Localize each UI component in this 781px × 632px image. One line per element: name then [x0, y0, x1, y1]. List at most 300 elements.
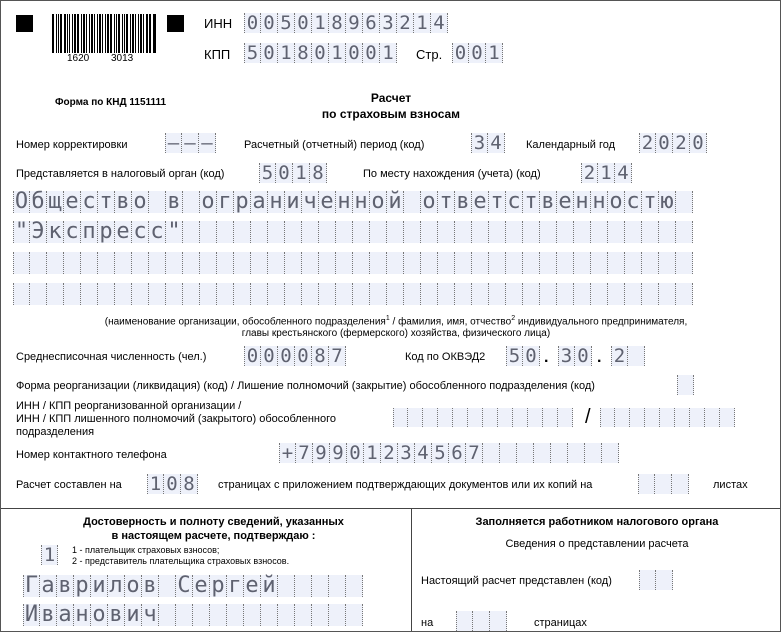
signer-name-row-2[interactable] [23, 604, 363, 626]
confirm-code-cell[interactable] [41, 545, 58, 565]
char-cell[interactable] [438, 283, 455, 305]
char-cell[interactable] [540, 283, 557, 305]
char-cell[interactable] [234, 283, 251, 305]
char-cell[interactable] [319, 252, 336, 274]
char-cell[interactable]: Э [30, 221, 47, 243]
char-cell[interactable] [455, 221, 472, 243]
char-cell[interactable]: 6 [449, 443, 466, 463]
char-cell[interactable] [568, 443, 585, 463]
char-cell[interactable]: 1 [312, 13, 329, 33]
char-cell[interactable] [81, 283, 98, 305]
okved-cells-3[interactable] [611, 346, 645, 366]
char-cell[interactable]: 0 [276, 163, 293, 183]
char-cell[interactable]: 0 [690, 133, 707, 153]
char-cell[interactable] [472, 252, 489, 274]
char-cell[interactable]: с [132, 221, 149, 243]
char-cell[interactable] [659, 283, 676, 305]
officer-pages-cells[interactable] [456, 611, 507, 631]
char-cell[interactable] [574, 221, 591, 243]
char-cell[interactable]: т [523, 191, 540, 213]
char-cell[interactable] [30, 283, 47, 305]
char-cell[interactable]: 3 [471, 133, 488, 153]
char-cell[interactable]: 8 [310, 163, 327, 183]
char-cell[interactable]: 0 [261, 43, 278, 63]
char-cell[interactable]: и [91, 575, 108, 597]
char-cell[interactable]: И [24, 602, 39, 627]
char-cell[interactable] [336, 221, 353, 243]
pages-cells[interactable] [147, 474, 198, 494]
char-cell[interactable]: 8 [312, 346, 329, 366]
char-cell[interactable]: н [591, 191, 608, 213]
char-cell[interactable] [672, 474, 689, 494]
char-cell[interactable]: н [336, 191, 353, 213]
char-cell[interactable] [720, 408, 735, 427]
char-cell[interactable] [455, 283, 472, 305]
char-cell[interactable]: 0 [656, 133, 673, 153]
char-cell[interactable] [660, 408, 675, 427]
char-cell[interactable] [370, 283, 387, 305]
char-cell[interactable]: 4 [488, 133, 505, 153]
employees-cells[interactable] [244, 346, 346, 366]
char-cell[interactable] [574, 283, 591, 305]
reorg-inn-cells[interactable] [393, 408, 573, 427]
char-cell[interactable]: 4 [431, 13, 448, 33]
char-cell[interactable]: и [285, 191, 302, 213]
char-cell[interactable] [217, 252, 234, 274]
char-cell[interactable]: в [540, 191, 557, 213]
char-cell[interactable]: ч [142, 604, 159, 626]
char-cell[interactable]: й [387, 191, 404, 213]
year-cells[interactable] [639, 133, 707, 153]
char-cell[interactable] [261, 604, 278, 626]
char-cell[interactable]: ч [302, 191, 319, 213]
char-cell[interactable] [183, 252, 200, 274]
char-cell[interactable] [591, 283, 608, 305]
char-cell[interactable] [705, 408, 720, 427]
reorg-kpp-cells[interactable] [600, 408, 735, 427]
char-cell[interactable] [574, 252, 591, 274]
char-cell[interactable]: 1 [329, 43, 346, 63]
char-cell[interactable]: 0 [164, 474, 181, 494]
char-cell[interactable]: 1 [41, 545, 58, 565]
char-cell[interactable]: 9 [330, 443, 347, 463]
char-cell[interactable]: и [125, 604, 142, 626]
org-name-row-4[interactable] [13, 283, 693, 305]
char-cell[interactable] [353, 252, 370, 274]
char-cell[interactable] [285, 283, 302, 305]
char-cell[interactable] [513, 408, 528, 427]
char-cell[interactable] [329, 575, 346, 597]
char-cell[interactable]: т [642, 191, 659, 213]
char-cell[interactable]: о [132, 191, 149, 213]
char-cell[interactable]: н [74, 604, 91, 626]
char-cell[interactable]: с [625, 191, 642, 213]
char-cell[interactable] [268, 221, 285, 243]
char-cell[interactable]: о [125, 575, 142, 597]
char-cell[interactable] [200, 283, 217, 305]
char-cell[interactable]: к [47, 221, 64, 243]
char-cell[interactable]: в [57, 575, 74, 597]
char-cell[interactable]: 1 [278, 43, 295, 63]
char-cell[interactable] [176, 604, 193, 626]
char-cell[interactable] [336, 252, 353, 274]
char-cell[interactable]: 1 [486, 43, 503, 63]
char-cell[interactable]: с [149, 221, 166, 243]
char-cell[interactable] [268, 252, 285, 274]
char-cell[interactable] [47, 252, 64, 274]
char-cell[interactable] [234, 221, 251, 243]
char-cell[interactable] [630, 408, 645, 427]
char-cell[interactable] [132, 283, 149, 305]
char-cell[interactable] [523, 221, 540, 243]
char-cell[interactable] [346, 604, 363, 626]
char-cell[interactable]: 2 [381, 443, 398, 463]
char-cell[interactable] [64, 252, 81, 274]
char-cell[interactable] [251, 221, 268, 243]
char-cell[interactable]: 2 [639, 133, 656, 153]
okved-cells-1[interactable] [506, 346, 540, 366]
char-cell[interactable] [149, 252, 166, 274]
char-cell[interactable]: – [165, 133, 182, 153]
char-cell[interactable]: 2 [611, 346, 628, 366]
char-cell[interactable] [659, 221, 676, 243]
char-cell[interactable] [217, 221, 234, 243]
char-cell[interactable] [387, 221, 404, 243]
char-cell[interactable]: 3 [380, 13, 397, 33]
char-cell[interactable] [608, 283, 625, 305]
org-name-row-1[interactable] [13, 191, 693, 213]
char-cell[interactable]: г [227, 575, 244, 597]
char-cell[interactable] [551, 443, 568, 463]
char-cell[interactable] [234, 252, 251, 274]
org-name-row-3[interactable] [13, 252, 693, 274]
char-cell[interactable] [600, 408, 615, 427]
char-cell[interactable] [115, 283, 132, 305]
char-cell[interactable]: 5 [432, 443, 449, 463]
char-cell[interactable] [285, 221, 302, 243]
officer-presented-cells[interactable] [639, 570, 673, 590]
char-cell[interactable] [523, 252, 540, 274]
char-cell[interactable]: 5 [259, 163, 276, 183]
char-cell[interactable]: 0 [244, 13, 261, 33]
char-cell[interactable]: с [64, 221, 81, 243]
char-cell[interactable] [312, 604, 329, 626]
char-cell[interactable] [483, 408, 498, 427]
char-cell[interactable]: 8 [295, 43, 312, 63]
kpp-cells[interactable] [244, 43, 397, 63]
char-cell[interactable] [353, 221, 370, 243]
char-cell[interactable]: 0 [452, 43, 469, 63]
char-cell[interactable]: а [251, 191, 268, 213]
attachment-sheets-cells[interactable] [638, 474, 689, 494]
char-cell[interactable] [159, 604, 176, 626]
char-cell[interactable] [655, 474, 672, 494]
char-cell[interactable]: г [217, 191, 234, 213]
char-cell[interactable] [285, 252, 302, 274]
char-cell[interactable]: т [438, 191, 455, 213]
char-cell[interactable]: 0 [575, 346, 592, 366]
char-cell[interactable]: т [98, 191, 115, 213]
char-cell[interactable] [302, 252, 319, 274]
correction-cells[interactable] [165, 133, 216, 153]
inn-cells[interactable] [244, 13, 448, 33]
char-cell[interactable] [608, 252, 625, 274]
char-cell[interactable]: 0 [312, 43, 329, 63]
char-cell[interactable] [159, 575, 176, 597]
char-cell[interactable]: о [91, 604, 108, 626]
char-cell[interactable] [183, 191, 200, 213]
char-cell[interactable] [500, 443, 517, 463]
char-cell[interactable]: 7 [296, 443, 313, 463]
char-cell[interactable]: в [40, 604, 57, 626]
char-cell[interactable] [370, 221, 387, 243]
char-cell[interactable]: 0 [278, 346, 295, 366]
char-cell[interactable]: 5 [278, 13, 295, 33]
char-cell[interactable] [183, 221, 200, 243]
char-cell[interactable] [227, 604, 244, 626]
char-cell[interactable]: ю [659, 191, 676, 213]
char-cell[interactable] [540, 221, 557, 243]
char-cell[interactable] [498, 408, 513, 427]
tax-office-cells[interactable] [259, 163, 327, 183]
char-cell[interactable] [585, 443, 602, 463]
char-cell[interactable]: о [370, 191, 387, 213]
char-cell[interactable]: 0 [347, 443, 364, 463]
char-cell[interactable]: е [115, 221, 132, 243]
char-cell[interactable] [656, 570, 673, 590]
char-cell[interactable] [268, 283, 285, 305]
char-cell[interactable] [166, 252, 183, 274]
char-cell[interactable] [295, 575, 312, 597]
char-cell[interactable]: 1 [414, 13, 431, 33]
char-cell[interactable] [490, 611, 507, 631]
char-cell[interactable] [81, 252, 98, 274]
char-cell[interactable] [676, 252, 693, 274]
char-cell[interactable] [638, 474, 655, 494]
char-cell[interactable] [47, 283, 64, 305]
char-cell[interactable]: е [319, 191, 336, 213]
char-cell[interactable]: 0 [523, 346, 540, 366]
char-cell[interactable] [346, 575, 363, 597]
char-cell[interactable]: 1 [598, 163, 615, 183]
char-cell[interactable]: р [74, 575, 91, 597]
phone-cells[interactable] [279, 443, 619, 463]
char-cell[interactable] [506, 221, 523, 243]
char-cell[interactable]: л [108, 575, 125, 597]
char-cell[interactable]: в [142, 575, 159, 597]
char-cell[interactable]: о [200, 191, 217, 213]
char-cell[interactable]: 6 [363, 13, 380, 33]
char-cell[interactable]: щ [47, 191, 64, 213]
char-cell[interactable] [387, 283, 404, 305]
char-cell[interactable] [149, 191, 166, 213]
page-number-cells[interactable] [452, 43, 503, 63]
char-cell[interactable] [677, 375, 694, 395]
char-cell[interactable] [506, 283, 523, 305]
char-cell[interactable] [472, 221, 489, 243]
char-cell[interactable]: р [234, 191, 251, 213]
char-cell[interactable]: т [489, 191, 506, 213]
char-cell[interactable]: 1 [147, 474, 164, 494]
char-cell[interactable] [393, 408, 408, 427]
char-cell[interactable]: " [14, 219, 29, 244]
char-cell[interactable] [676, 221, 693, 243]
char-cell[interactable]: в [115, 191, 132, 213]
char-cell[interactable]: н [268, 191, 285, 213]
char-cell[interactable] [132, 252, 149, 274]
char-cell[interactable]: – [182, 133, 199, 153]
char-cell[interactable]: С [176, 575, 193, 597]
char-cell[interactable]: 7 [466, 443, 483, 463]
char-cell[interactable] [302, 283, 319, 305]
char-cell[interactable]: 0 [469, 43, 486, 63]
char-cell[interactable] [370, 252, 387, 274]
char-cell[interactable] [690, 408, 705, 427]
char-cell[interactable] [200, 252, 217, 274]
char-cell[interactable] [438, 408, 453, 427]
char-cell[interactable] [659, 252, 676, 274]
reorg-cells[interactable] [677, 375, 694, 395]
char-cell[interactable] [676, 191, 693, 213]
char-cell[interactable] [251, 252, 268, 274]
char-cell[interactable] [455, 252, 472, 274]
char-cell[interactable]: 0 [346, 43, 363, 63]
char-cell[interactable]: 0 [363, 43, 380, 63]
char-cell[interactable]: 0 [295, 13, 312, 33]
char-cell[interactable]: 3 [398, 443, 415, 463]
period-cells[interactable] [471, 133, 505, 153]
char-cell[interactable] [183, 283, 200, 305]
char-cell[interactable]: 2 [673, 133, 690, 153]
char-cell[interactable]: о [608, 191, 625, 213]
char-cell[interactable] [591, 252, 608, 274]
char-cell[interactable]: с [81, 191, 98, 213]
char-cell[interactable] [302, 221, 319, 243]
char-cell[interactable] [506, 252, 523, 274]
char-cell[interactable]: О [14, 189, 29, 214]
char-cell[interactable] [408, 408, 423, 427]
char-cell[interactable] [423, 408, 438, 427]
okved-cells-2[interactable] [558, 346, 592, 366]
char-cell[interactable]: 0 [261, 13, 278, 33]
char-cell[interactable] [353, 283, 370, 305]
char-cell[interactable] [625, 283, 642, 305]
char-cell[interactable] [64, 283, 81, 305]
char-cell[interactable] [557, 221, 574, 243]
char-cell[interactable] [98, 252, 115, 274]
char-cell[interactable] [13, 252, 30, 274]
char-cell[interactable]: б [30, 191, 47, 213]
char-cell[interactable]: е [64, 191, 81, 213]
char-cell[interactable]: 8 [181, 474, 198, 494]
char-cell[interactable] [557, 252, 574, 274]
char-cell[interactable]: в [108, 604, 125, 626]
char-cell[interactable]: Г [24, 573, 39, 598]
char-cell[interactable] [312, 575, 329, 597]
char-cell[interactable] [278, 604, 295, 626]
char-cell[interactable] [534, 443, 551, 463]
char-cell[interactable] [217, 283, 234, 305]
char-cell[interactable] [98, 283, 115, 305]
char-cell[interactable]: р [98, 221, 115, 243]
char-cell[interactable] [639, 570, 656, 590]
char-cell[interactable] [642, 221, 659, 243]
char-cell[interactable]: 7 [329, 346, 346, 366]
char-cell[interactable]: а [40, 575, 57, 597]
char-cell[interactable]: 2 [397, 13, 414, 33]
char-cell[interactable] [557, 283, 574, 305]
location-cells[interactable] [581, 163, 632, 183]
char-cell[interactable] [421, 283, 438, 305]
char-cell[interactable]: в [166, 191, 183, 213]
char-cell[interactable] [193, 604, 210, 626]
char-cell[interactable] [489, 221, 506, 243]
char-cell[interactable] [421, 221, 438, 243]
char-cell[interactable]: е [557, 191, 574, 213]
char-cell[interactable]: 9 [346, 13, 363, 33]
char-cell[interactable] [319, 221, 336, 243]
char-cell[interactable]: 0 [295, 346, 312, 366]
char-cell[interactable] [489, 283, 506, 305]
char-cell[interactable] [528, 408, 543, 427]
char-cell[interactable] [456, 611, 473, 631]
char-cell[interactable]: н [353, 191, 370, 213]
char-cell[interactable]: 1 [364, 443, 381, 463]
char-cell[interactable]: 1 [380, 43, 397, 63]
char-cell[interactable] [404, 252, 421, 274]
char-cell[interactable] [676, 283, 693, 305]
char-cell[interactable] [489, 252, 506, 274]
char-cell[interactable] [591, 221, 608, 243]
char-cell[interactable] [625, 252, 642, 274]
char-cell[interactable] [404, 221, 421, 243]
char-cell[interactable]: 0 [244, 346, 261, 366]
char-cell[interactable] [608, 221, 625, 243]
char-cell[interactable]: е [244, 575, 261, 597]
char-cell[interactable] [483, 443, 500, 463]
char-cell[interactable]: е [193, 575, 210, 597]
char-cell[interactable]: в [455, 191, 472, 213]
char-cell[interactable] [468, 408, 483, 427]
char-cell[interactable]: 4 [415, 443, 432, 463]
char-cell[interactable] [602, 443, 619, 463]
char-cell[interactable] [642, 283, 659, 305]
char-cell[interactable]: 5 [506, 346, 523, 366]
char-cell[interactable] [625, 221, 642, 243]
signer-name-row-1[interactable] [23, 575, 363, 597]
char-cell[interactable] [251, 283, 268, 305]
char-cell[interactable] [675, 408, 690, 427]
char-cell[interactable]: й [261, 575, 278, 597]
char-cell[interactable]: 3 [558, 346, 575, 366]
char-cell[interactable] [387, 252, 404, 274]
char-cell[interactable] [628, 346, 645, 366]
char-cell[interactable] [421, 252, 438, 274]
char-cell[interactable] [472, 283, 489, 305]
char-cell[interactable] [336, 283, 353, 305]
char-cell[interactable] [30, 252, 47, 274]
char-cell[interactable] [244, 604, 261, 626]
char-cell[interactable] [438, 252, 455, 274]
char-cell[interactable]: р [210, 575, 227, 597]
char-cell[interactable]: + [279, 443, 296, 463]
char-cell[interactable] [543, 408, 558, 427]
org-name-row-2[interactable] [13, 221, 693, 243]
char-cell[interactable] [319, 283, 336, 305]
char-cell[interactable] [540, 252, 557, 274]
char-cell[interactable]: а [57, 604, 74, 626]
char-cell[interactable] [473, 611, 490, 631]
